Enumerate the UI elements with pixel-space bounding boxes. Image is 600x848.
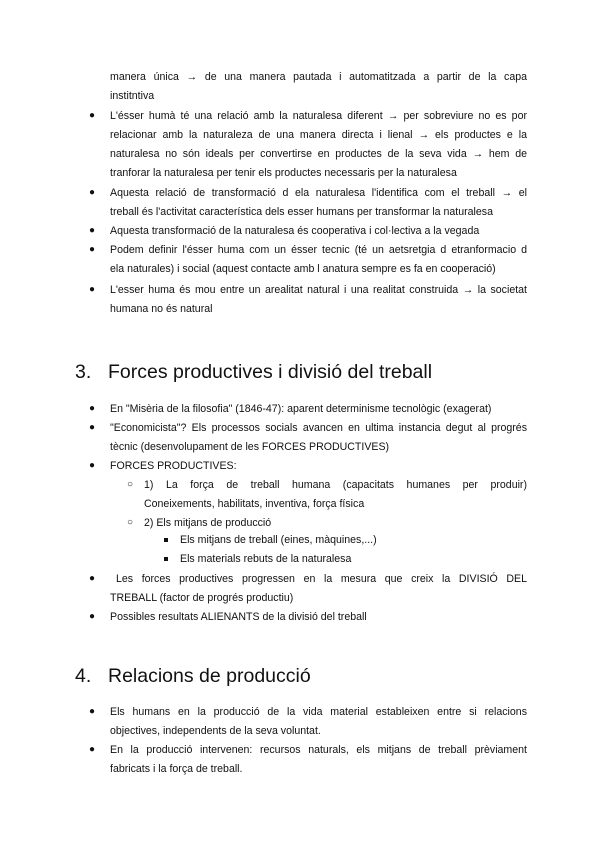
text-line: Coneixements, habilitats, inventiva, força física (144, 498, 365, 510)
bullet-icon: ● (89, 422, 96, 433)
text-line: relacionar amb la naturaleza de una manera directa i lienal → els productes e la (110, 129, 527, 141)
text-line: objectives, independents de la seva voluntat. (110, 725, 321, 737)
text-line: humana no és natural (110, 303, 213, 315)
text-line: fabricats i la força de treball. (110, 763, 243, 775)
bullet-icon: ● (89, 225, 96, 236)
text-line: Possibles resultats ALIENANTS de la divisió del treball (110, 611, 367, 623)
text-line: institntiva (110, 90, 155, 102)
text-line: L'ésser humà té una relació amb la naturalesa diferent → per sobreviure no es por (110, 110, 527, 122)
section-number: 4. (75, 665, 92, 687)
bullet-icon: ● (89, 244, 96, 255)
square-bullet-icon (164, 538, 168, 542)
section-heading (75, 664, 311, 688)
bullet-icon: ● (89, 284, 96, 295)
text-line: TREBALL (factor de progrés productiu) (110, 592, 294, 604)
text-line: tècnic (desenvolupament de les FORCES PRODUCTIVES) (110, 441, 390, 453)
text-line: En "Misèria de la filosofia" (1846-47): aparent determinisme tecnològic (exagerat) (110, 403, 492, 415)
section-heading (75, 360, 432, 384)
bullet-icon: ● (89, 611, 96, 622)
bullet-icon: ● (89, 706, 96, 717)
section-title: Relacions de producció (108, 665, 311, 687)
text-line: tranforar la naturalesa per tenir els productes necessaris per la naturalesa (110, 167, 457, 179)
text-line: Podem definir l'ésser huma com un ésser tecnic (té un aetsretgia d etranformacio d (110, 244, 527, 256)
circle-bullet-icon: ○ (127, 479, 134, 490)
bullet-icon: ● (89, 460, 96, 471)
text-line: naturalesa no són ideals per convertirse en productes de la seva vida → hem de (110, 148, 527, 160)
text-line: ela naturales) i social (aquest contacte amb l anatura sempre es fa en cooperació) (110, 263, 496, 275)
text-line: 1) La força de treball humana (capacitats humanes per produir) (144, 479, 527, 491)
square-bullet-icon (164, 557, 168, 561)
text-line: FORCES PRODUCTIVES: (110, 460, 237, 472)
text-line: manera única → de una manera pautada i automatitzada a partir de la capa (110, 71, 527, 83)
bullet-icon: ● (89, 744, 96, 755)
text-line: "Economicista"? Els processos socials avancen en ultima instancia degut al progrés (110, 422, 527, 434)
text-line: 2) Els mitjans de producció (144, 517, 272, 529)
text-line: L'esser huma és mou entre un arealitat natural i una realitat construida → la societat (110, 284, 527, 296)
bullet-icon: ● (89, 110, 96, 121)
text-line: treball és l'activitat característica dels esser humans per transformar la naturalesa (110, 206, 493, 218)
text-line: Els materials rebuts de la naturalesa (180, 553, 352, 565)
bullet-icon: ● (89, 573, 96, 584)
text-line: Els mitjans de treball (eines, màquines,...) (180, 534, 377, 546)
bullet-icon: ● (89, 403, 96, 414)
text-line: Les forces productives progressen en la mesura que creix la DIVISIÓ DEL (116, 573, 527, 585)
text-line: Aquesta transformació de la naturalesa és cooperativa i col·lectiva a la vegada (110, 225, 480, 237)
text-line: En la producció intervenen: recursos naturals, els mitjans de treball prèviament (110, 744, 527, 756)
section-title: Forces productives i divisió del treball (108, 361, 433, 383)
circle-bullet-icon: ○ (127, 517, 134, 528)
bullet-icon: ● (89, 187, 96, 198)
section-number: 3. (75, 361, 92, 383)
text-line: Aquesta relació de transformació d ela naturalesa l'identifica com el treball → el (110, 187, 527, 199)
text-line: Els humans en la producció de la vida material estableixen entre si relacions (110, 706, 527, 718)
